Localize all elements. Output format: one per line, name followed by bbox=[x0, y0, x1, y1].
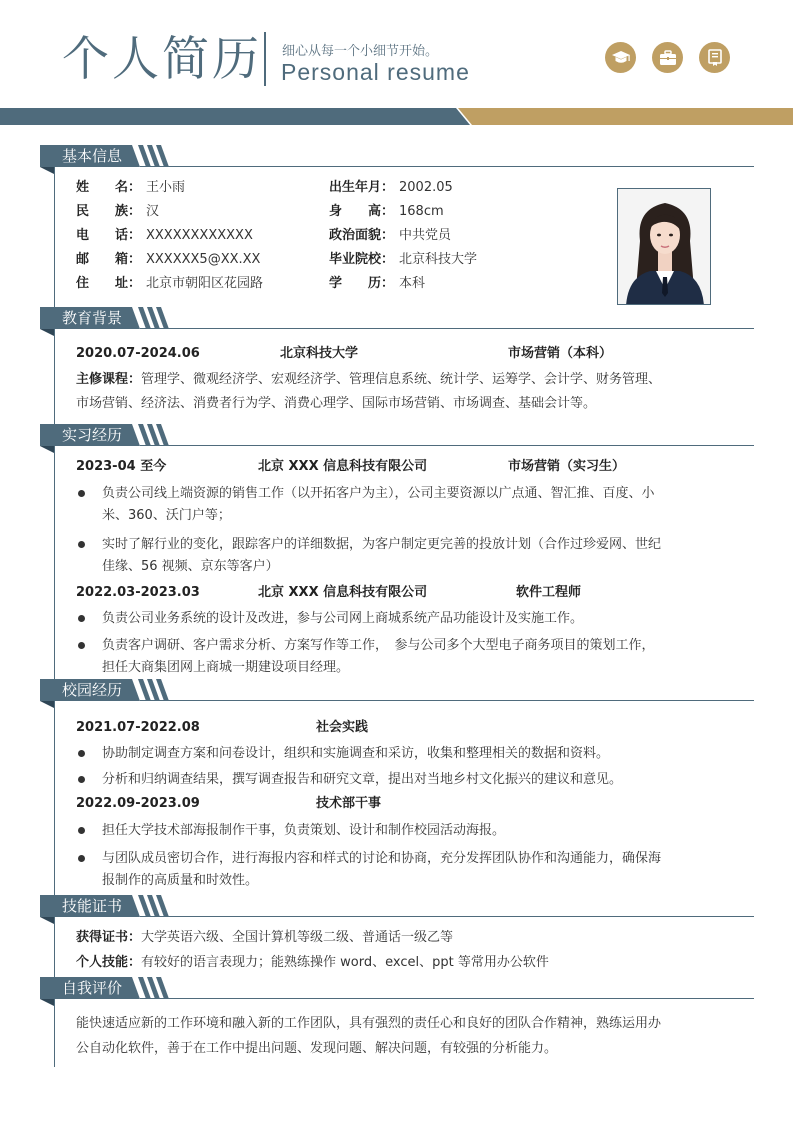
section-title: 技能证书 bbox=[62, 897, 123, 915]
certificates-label: 获得证书： bbox=[76, 930, 142, 945]
skills-line bbox=[76, 954, 549, 972]
certificates-line bbox=[76, 929, 453, 947]
job-period: 2023-04 至今 bbox=[76, 459, 167, 474]
job-company: 北京 XXX 信息科技有限公司 bbox=[258, 459, 428, 474]
bullet-text: 负责公司业务系统的设计及改进，参与公司网上商城系统产品功能设计及实施工作。 bbox=[102, 611, 584, 626]
profile-photo bbox=[617, 188, 711, 305]
info-label: 姓 名： bbox=[76, 180, 142, 195]
info-label: 身 高： bbox=[329, 204, 395, 219]
education-school: 北京科技大学 bbox=[280, 346, 359, 361]
briefcase-icon bbox=[652, 42, 683, 73]
info-label: 邮 箱： bbox=[76, 252, 142, 267]
skills-label: 个人技能： bbox=[76, 955, 142, 970]
info-label: 政治面貌： bbox=[329, 228, 395, 243]
info-label: 电 话： bbox=[76, 228, 142, 243]
subtitle-en: Personal resume bbox=[281, 59, 470, 85]
header-stripe-gold bbox=[458, 108, 793, 125]
info-label: 出生年月： bbox=[329, 180, 395, 195]
section-education bbox=[40, 307, 754, 329]
timeline-line bbox=[54, 145, 55, 1067]
self-evaluation-text: 能快速适应新的工作环境和融入新的工作团队，具有强烈的责任心和良好的团队合作精神，熟练运用办 bbox=[76, 1016, 662, 1031]
courses-text: 管理学、微观经济学、宏观经济学、管理信息系统、统计学、运筹学、会计学、财务管理、 bbox=[141, 372, 662, 387]
section-title: 校园经历 bbox=[62, 681, 123, 699]
bullet-text: 协助制定调查方案和问卷设计，组织和实施调查和采访，收集和整理相关的数据和资料。 bbox=[102, 746, 610, 761]
education-period: 2020.07-2024.06 bbox=[76, 346, 200, 361]
section-skills bbox=[40, 895, 754, 917]
job-role: 软件工程师 bbox=[516, 585, 582, 600]
info-value: 2002.05 bbox=[399, 180, 453, 195]
section-internship bbox=[40, 424, 754, 446]
bullet-text: 报制作的高质量和时效性。 bbox=[102, 873, 259, 888]
job-period: 2022.03-2023.03 bbox=[76, 585, 200, 600]
bullet-icon bbox=[78, 642, 85, 649]
bullet-text: 担任大商集团网上商城一期建设项目经理。 bbox=[102, 660, 350, 675]
bullet-icon bbox=[78, 827, 85, 834]
info-value: 北京科技大学 bbox=[399, 252, 478, 267]
bullet-icon bbox=[78, 490, 85, 497]
bullet-text: 负责客户调研、客户需求分析、方案写作等工作， 参与公司多个大型电子商务项目的策划工作， bbox=[102, 638, 655, 653]
self-evaluation-text: 公自动化软件，善于在工作中提出问题、发现问题、解决问题，有较强的分析能力。 bbox=[76, 1041, 558, 1056]
education-major: 市场营销（本科） bbox=[508, 346, 613, 361]
info-value: 168cm bbox=[399, 204, 444, 219]
campus-period: 2022.09-2023.09 bbox=[76, 796, 200, 811]
info-value: 中共党员 bbox=[399, 228, 452, 243]
info-value: XXXXXXXXXXXX bbox=[146, 228, 253, 243]
section-basic-info bbox=[40, 145, 754, 167]
info-label: 住 址： bbox=[76, 276, 142, 291]
bullet-text: 与团队成员密切合作，进行海报内容和样式的讨论和协商，充分发挥团队协作和沟通能力，确保海 bbox=[102, 851, 662, 866]
info-label: 民 族： bbox=[76, 204, 142, 219]
certificates-text: 大学英语六级、全国计算机等级二级、普通话一级乙等 bbox=[141, 930, 454, 945]
info-value: 本科 bbox=[399, 276, 426, 291]
bullet-text: 担任大学技术部海报制作干事，负责策划、设计和制作校园活动海报。 bbox=[102, 823, 506, 838]
bullet-icon bbox=[78, 615, 85, 622]
info-value: 北京市朝阳区花园路 bbox=[146, 276, 264, 291]
info-value: XXXXXX5@XX.XX bbox=[146, 252, 261, 267]
job-role: 市场营销（实习生） bbox=[508, 459, 626, 474]
campus-role: 社会实践 bbox=[316, 720, 369, 735]
bullet-icon bbox=[78, 750, 85, 757]
resume-title: 个人简历 bbox=[62, 32, 262, 87]
bullet-text: 分析和归纳调查结果，撰写调查报告和研究文章，提出对当地乡村文化振兴的建议和意见。 bbox=[102, 772, 623, 787]
section-title: 教育背景 bbox=[62, 309, 123, 327]
section-self-evaluation bbox=[40, 977, 754, 999]
certificate-icon bbox=[699, 42, 730, 73]
section-campus bbox=[40, 679, 754, 701]
bullet-text: 负责公司线上端资源的销售工作（以开拓客户为主），公司主要资源以广点通、智汇推、百度、小 bbox=[102, 486, 655, 501]
header-stripe-blue bbox=[0, 108, 470, 125]
bullet-text: 佳缘、56 视频、京东等客户） bbox=[102, 559, 279, 574]
graduation-cap-icon bbox=[605, 42, 636, 73]
job-company: 北京 XXX 信息科技有限公司 bbox=[258, 585, 428, 600]
info-label: 学 历： bbox=[329, 276, 395, 291]
info-label: 毕业院校： bbox=[329, 252, 395, 267]
section-title: 实习经历 bbox=[62, 426, 123, 444]
courses-label: 主修课程： bbox=[76, 372, 142, 387]
subtitle-cn: 细心从每一个小细节开始。 bbox=[282, 44, 439, 59]
campus-role: 技术部干事 bbox=[316, 796, 382, 811]
bullet-icon bbox=[78, 541, 85, 548]
section-title: 自我评价 bbox=[62, 979, 123, 997]
skills-text: 有较好的语言表现力；能熟练操作 word、excel、ppt 等常用办公软件 bbox=[141, 955, 549, 970]
title-divider bbox=[264, 32, 266, 86]
courses-text: 市场营销、经济法、消费者行为学、消费心理学、国际市场营销、市场调查、基础会计等。 bbox=[76, 396, 597, 411]
bullet-text: 实时了解行业的变化，跟踪客户的详细数据，为客户制定更完善的投放计划（合作过珍爱网、世纪 bbox=[102, 537, 662, 552]
courses-line bbox=[76, 371, 661, 389]
campus-period: 2021.07-2022.08 bbox=[76, 720, 200, 735]
section-title: 基本信息 bbox=[62, 147, 123, 165]
bullet-icon bbox=[78, 776, 85, 783]
info-value: 汉 bbox=[146, 204, 160, 219]
bullet-icon bbox=[78, 855, 85, 862]
bullet-text: 米、360、沃门户等； bbox=[102, 508, 231, 523]
info-value: 王小雨 bbox=[146, 180, 186, 195]
